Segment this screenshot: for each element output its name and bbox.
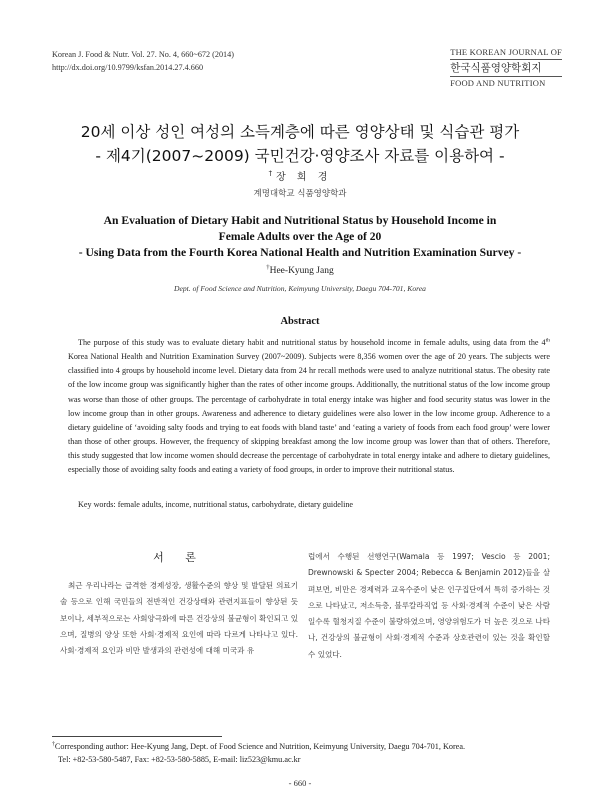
abstract-text [68,336,550,478]
logo-divider [450,59,562,60]
journal-logo-top: THE KOREAN JOURNAL OF [450,47,562,57]
english-title-line1: An Evaluation of Dietary Habit and Nutritional Status by Household Income in [103,214,497,227]
english-title [0,213,600,261]
abstract-text-a: The purpose of this study was to evaluate dietary habit and nutritional status by household income in female adults, using data from the 4 [78,338,546,347]
page-number: - 660 - [288,778,312,788]
english-author-name: Hee-Kyung Jang [269,266,334,276]
abstract-superscript: th [545,337,550,344]
korean-affiliation: 계명대학교 식품영양학과 [253,189,347,199]
korean-title [0,120,600,168]
introduction-heading: 서 론 [153,551,205,564]
footnote-line1-text: Corresponding author: Hee-Kyung Jang, Dept. of Food Science and Nutrition, Keimyung University, Daegu 704-701, Korea. [54,742,465,751]
abstract-heading: Abstract [280,316,320,327]
english-title-line3: - Using Data from the Fourth Korea National Health and Nutrition Examination Survey - [78,246,522,259]
footnote-line1 [52,740,562,753]
korean-title-line1: 20세 이상 성인 여성의 소득계층에 따른 영양상태 및 식습관 평가 [80,123,520,141]
english-affiliation: Dept. of Food Science and Nutrition, Keimyung University, Daegu 704-701, Korea [174,284,426,293]
logo-divider [450,76,562,77]
journal-logo-korean: 한국식품영양학회지 [450,62,542,74]
footnote-divider [52,736,222,737]
journal-logo-bottom: FOOD AND NUTRITION [450,78,546,88]
doi-link[interactable]: http://dx.doi.org/10.9799/ksfan.2014.27.4.660 [52,63,204,72]
korean-title-line2: - 제4기(2007~2009) 국민건강·영양조사 자료를 이용하여 - [95,147,505,165]
journal-citation: Korean J. Food & Nutr. Vol. 27. No. 4, 660~672 (2014) [52,50,234,59]
corresponding-author-footnote [52,740,562,766]
journal-logo [450,47,562,89]
intro-left-column: 최근 우리나라는 급격한 경제성장, 생활수준의 향상 및 발달된 의료기술 등으로 인해 국민들의 전반적인 건강상태와 관련지표들이 향상된 듯 보이나, 세부적으로는 사회양극화에 따른 건강상의 불균형이 확인되고 있으며, 질병의 양상 또한 사회·경제적 요인에 따라 다르게 나타나고 있다. 사회·경제적 요인과 비만 발생과의 관련성에 대해 미국과 유 [60,581,298,656]
english-title-line2: Female Adults over the Age of 20 [218,230,382,243]
english-author [0,263,600,276]
intro-right-column: 럽에서 수행된 선행연구(Wamala 등 1997; Vescio 등 2001; Drewnowski & Specter 2004; Rebecca & Benjamin 2012)들을 살펴보면, 비만은 경제력과 교육수준이 낮은 인구집단에서 특히 증가하는 것으로 나타났고, 저소득층, 블루칼라직업 등 사회·경제적 수준이 낮은 사람일수록 혈청지질 수준이 불량하였으며, 영양위험도가 더 높은 것으로 나타나, 건강상의 불균형이 사회·경제적 수준과 상호관련이 있는 것을 확인할 수 있었다. [308,552,550,659]
korean-author [0,168,600,183]
footnote-line2: Tel: +82-53-580-5487, Fax: +82-53-580-5885, E-mail: liz523@kmu.ac.kr [58,755,301,764]
journal-citation-block [52,48,234,74]
korean-author-name: 장 희 경 [276,172,332,183]
abstract-text-b: Korea National Health and Nutrition Examination Survey (2007~2009). Subjects were 8,356 women over the age of 20 years. The subjects were classified into 4 groups by household income level. Dietary data from 24 hr recall methods were used to analyze nutritional status. The obesity rate of the low income group was significantly higher than the rates of other income groups. Additionally, the nutritional status of the low income group was worse than those of other groups. The percentage of carbohydrate in total energy intake was higher and food security status was lower in the low income group than in other groups. Awareness and adherence to dietary guidelines were also lower in the low income group. Adherence to a dietary guideline of ‘avoiding salty foods and trying to eat foods with bland taste’ and ‘eating a variety of foods from each food group’ were lower than those of other groups. However, the frequency of skipping breakfast among the low income group was lower than that of others. Therefore, this study suggested that low income women should decrease the percentage of carbohydrate in total energy intake and adhere to dietary guidelines, especially those of avoiding salty foods and eating a variety of food groups, in order to improve their nutritional status. [68,352,550,475]
footnote-mark: † [52,741,55,748]
keywords: Key words: female adults, income, nutritional status, carbohydrate, dietary guideline [78,500,354,509]
author-mark: † [266,263,270,271]
author-mark: † [268,169,277,178]
